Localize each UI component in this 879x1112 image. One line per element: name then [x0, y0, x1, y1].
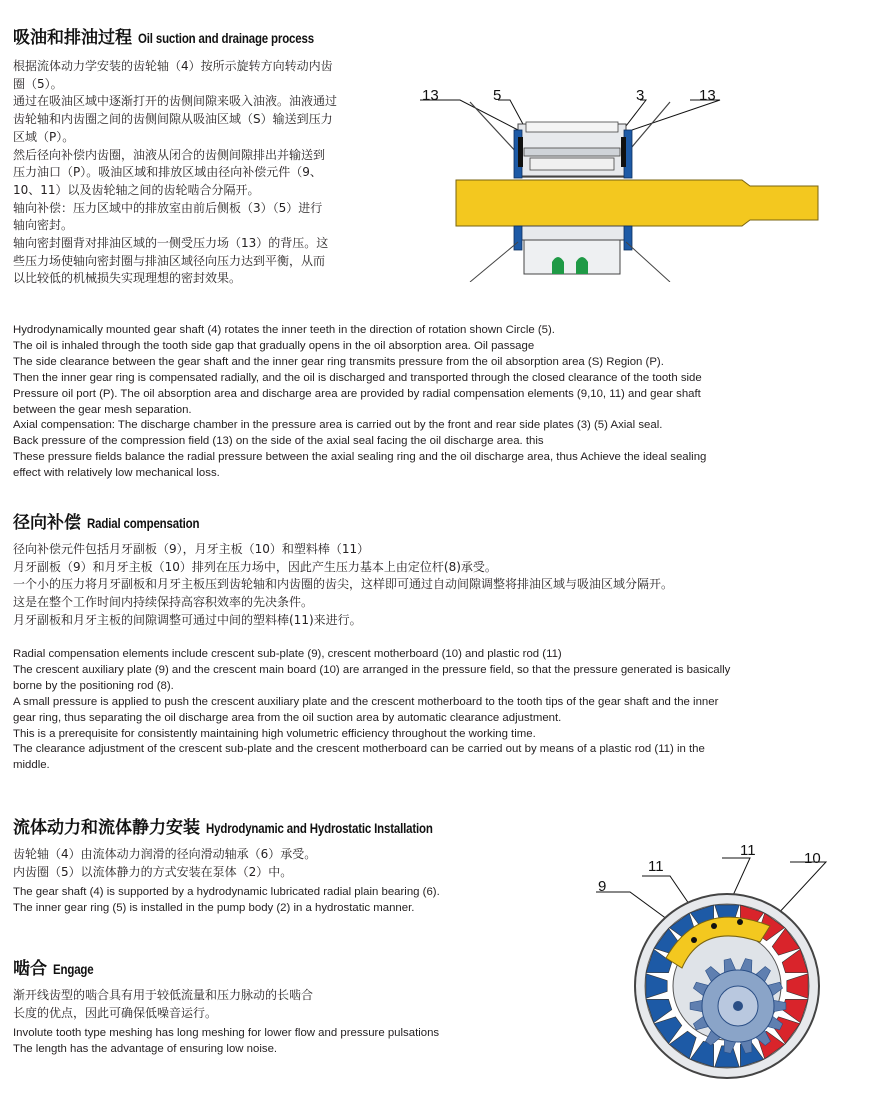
oil-suction-en-text: [13, 323, 863, 482]
paragraph-line: The clearance adjustment of the crescent sub-plate and the crescent motherboard can be carried out by means of a plastic rod (11) in the: [13, 743, 705, 756]
paragraph-line: 根据流体动力学安装的齿轮轴（4）按所示旋转方向转动内齿: [13, 59, 333, 73]
callout-11: 11: [648, 858, 664, 875]
paragraph-line: The oil is inhaled through the tooth side gap that gradually opens in the oil absorption area. Oil passage: [13, 339, 535, 352]
paragraph-line: gear ring, thus separating the oil discharge area from the oil suction area by automatic clearance adjustment.: [13, 711, 562, 724]
paragraph-line: 齿轮轴和内齿圈之间的齿侧间隙从吸油区域（S）输送到压力: [13, 112, 333, 127]
paragraph-line: The gear shaft (4) is supported by a hydrodynamic lubricated radial plain bearing (6).: [13, 886, 440, 898]
gear-pump-drawing: [590, 840, 850, 1080]
section-title-en: Hydrodynamic and Hydrostatic Installation: [206, 820, 433, 836]
paragraph-line: 渐开线齿型的啮合具有用于较低流量和压力脉动的长啮合: [13, 988, 314, 1002]
callout-9: 9: [598, 878, 607, 895]
section-title-installation: [13, 817, 483, 839]
paragraph-line: 径向补偿元件包括月牙副板（9），月牙主板（10）和塑料棒（11）: [13, 542, 370, 556]
callout-5: 5: [493, 87, 502, 104]
paragraph-line: 这是在整个工作时间内持续保持高容积效率的先决条件。: [13, 595, 314, 610]
section-title-zh: 啮合: [13, 959, 47, 979]
paragraph-line: 轴向补偿：压力区域中的排放室由前后侧板（3）（5）进行: [13, 200, 323, 215]
paragraph-line: 内齿圈（5）以流体静力的方式安装在泵体（2）中。: [13, 864, 293, 879]
paragraph-line: 轴向密封。: [13, 218, 74, 233]
paragraph-line: The side clearance between the gear shaft and the inner gear ring transmits pressure from the oil absorption area (S) Region (P).: [13, 355, 664, 368]
paragraph-line: Involute tooth type meshing has long meshing for lower flow and pressure pulsations: [13, 1027, 440, 1039]
callout-11-top: 11: [740, 842, 756, 859]
paragraph-line: The length has the advantage of ensuring low noise.: [13, 1042, 278, 1055]
pump-cross-section-figure: [420, 82, 820, 282]
installation-zh-text: [13, 846, 553, 881]
paragraph-line: This is a prerequisite for consistently maintaining high volumetric efficiency throughout the working time.: [13, 727, 536, 740]
radial-en-text: [13, 647, 863, 774]
paragraph-line: Axial compensation: The discharge chamber in the pressure area is carried out by the front and rear side plates (3) (5) Axial seal.: [13, 419, 663, 432]
installation-en-text: [13, 885, 553, 917]
paragraph-line: 以比较低的机械损失实现理想的密封效果。: [13, 271, 242, 286]
paragraph-line: 些压力场使轴向密封圈与排油区域径向压力达到平衡，从而: [13, 253, 326, 268]
gear-pump-figure: [590, 840, 850, 1080]
callout-10: 10: [804, 850, 821, 867]
paragraph-line: Pressure oil port (P). The oil absorption area and discharge area are provided by radial compensation elements (9,10, 11) and gear shaft: [13, 387, 701, 400]
paragraph-line: borne by the positioning rod (8).: [13, 679, 174, 692]
section-title-en: Radial compensation: [87, 515, 200, 531]
radial-zh-text: [13, 541, 863, 630]
pump-cross-section-drawing: [420, 82, 820, 282]
paragraph-line: Hydrodynamically mounted gear shaft (4) rotates the inner teeth in the direction of rotation shown Circle (5).: [13, 324, 555, 336]
paragraph-line: Back pressure of the compression field (13) on the side of the axial seal facing the oil discharge area. this: [13, 435, 544, 448]
paragraph-line: Then the inner gear ring is compensated radially, and the oil is discharged and transported through the closed clearance of the tooth side: [13, 371, 702, 384]
section-title-oil-suction: [13, 27, 353, 49]
section-title-zh: 径向补偿: [13, 513, 81, 533]
section-title-zh: 吸油和排油过程: [13, 28, 132, 48]
paragraph-line: 通过在吸油区域中逐渐打开的齿侧间隙来吸入油液。油液通过: [13, 94, 338, 109]
callout-13-right: 13: [699, 87, 716, 104]
section-title-en: Engage: [53, 961, 94, 977]
paragraph-line: 10、11）以及齿轮轴之间的齿轮啮合分隔开。: [13, 182, 260, 197]
callout-3: 3: [636, 87, 645, 104]
paragraph-line: 压力油口（P）。吸油区域和排放区域由径向补偿元件（9、: [13, 165, 322, 180]
pinion-tooth: [690, 1000, 702, 1011]
paragraph-line: These pressure fields balance the radial pressure between the axial sealing ring and the oil discharge area, thus Achieve the ideal sealing: [13, 451, 707, 464]
engage-zh-text: [13, 987, 553, 1022]
paragraph-line: 一个小的压力将月牙副板和月牙主板压到齿轮轴和内齿圈的齿尖，这样即可通过自动间隙调整将排油区域与吸油区域分隔开。: [13, 577, 674, 592]
paragraph-line: 区域（P）。: [13, 129, 75, 144]
paragraph-line: A small pressure is applied to push the crescent auxiliary plate and the crescent motherboard to the tooth tips of the gear shaft and the inner: [13, 695, 719, 708]
pinion-tooth: [774, 1000, 786, 1011]
section-title-engage: [13, 958, 102, 980]
section-title-en: Oil suction and drainage process: [138, 30, 314, 46]
paragraph-line: 齿轮轴（4）由流体动力润滑的径向滑动轴承（6）承受。: [13, 847, 317, 861]
paragraph-line: 长度的优点，因此可确保低噪音运行。: [13, 1005, 218, 1020]
section-title-zh: 流体动力和流体静力安装: [13, 818, 200, 838]
oil-suction-zh-text: [13, 58, 403, 288]
paragraph-line: 然后径向补偿内齿圈，油液从闭合的齿侧间隙排出并输送到: [13, 147, 326, 162]
paragraph-line: The inner gear ring (5) is installed in the pump body (2) in a hydrostatic manner.: [13, 901, 415, 914]
section-title-radial: [13, 512, 224, 534]
paragraph-line: 月牙副板（9）和月牙主板（10）排列在压力场中，因此产生压力基本上由定位杆(8)承受。: [13, 559, 497, 574]
paragraph-line: effect with relatively low mechanical loss.: [13, 467, 220, 480]
engage-en-text: [13, 1026, 553, 1058]
paragraph-line: 轴向密封圈背对排油区域的一侧受压力场（13）的背压。这: [13, 236, 329, 251]
paragraph-line: Radial compensation elements include crescent sub-plate (9), crescent motherboard (10) and plastic rod (11): [13, 648, 562, 660]
paragraph-line: middle.: [13, 759, 50, 772]
paragraph-line: The crescent auxiliary plate (9) and the crescent main board (10) are arranged in the pressure field, so that the pressure generated is basically: [13, 663, 731, 676]
paragraph-line: 圈（5）。: [13, 76, 63, 91]
callout-13-left: 13: [422, 87, 439, 104]
paragraph-line: between the gear mesh separation.: [13, 403, 192, 416]
paragraph-line: 月牙副板和月牙主板的间隙调整可通过中间的塑料棒(11)来进行。: [13, 612, 362, 627]
